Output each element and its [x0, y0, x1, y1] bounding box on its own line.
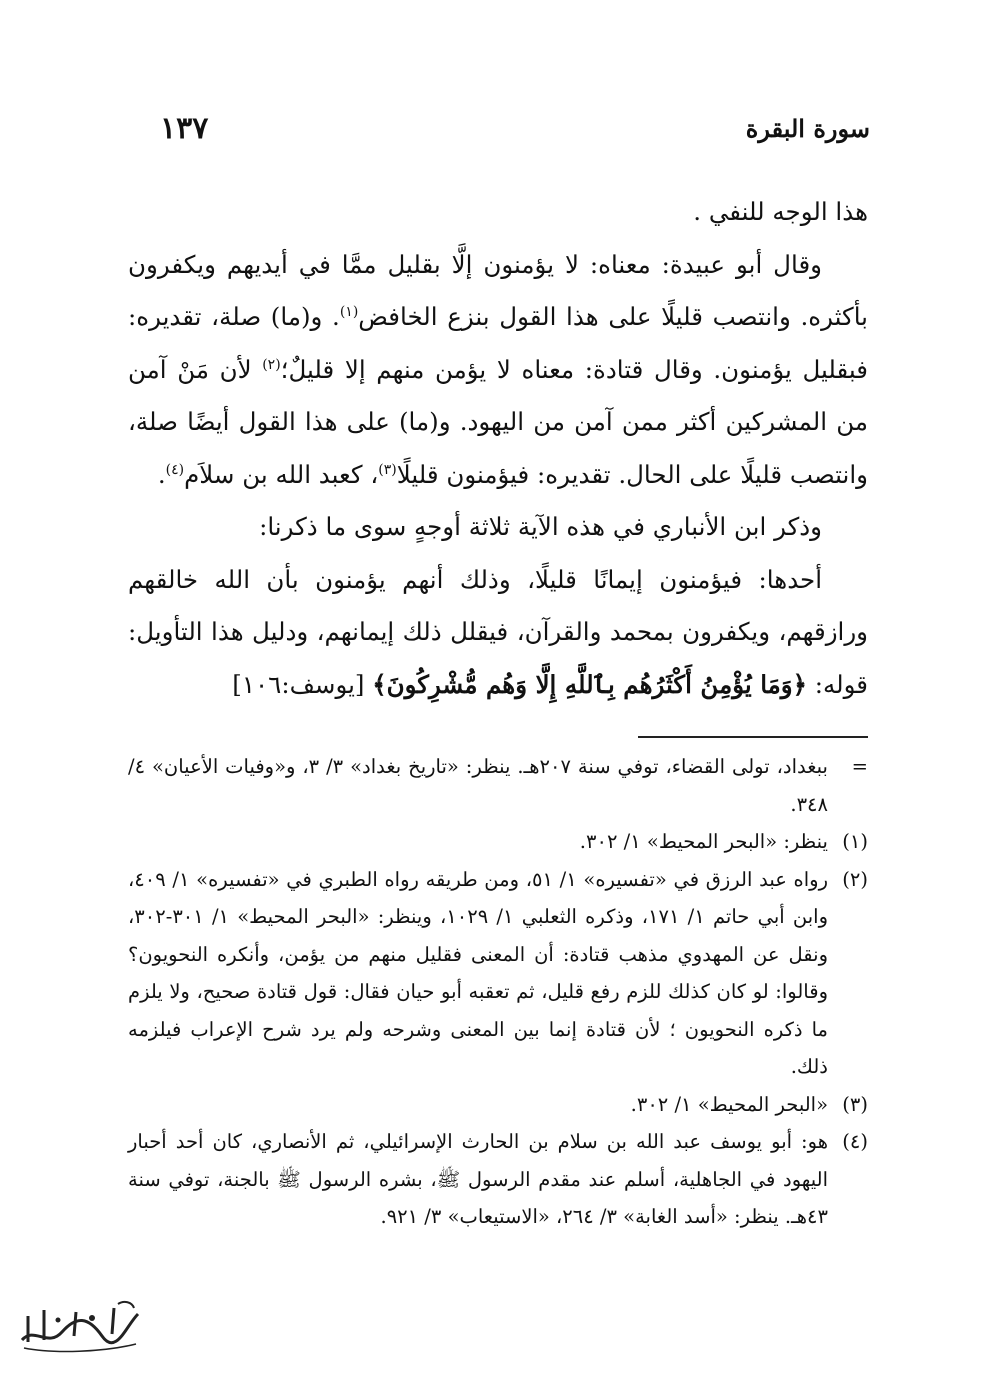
calligraphy-stamp-logo — [14, 1296, 144, 1356]
footnote-1 — [128, 823, 868, 861]
footnotes — [128, 748, 868, 1236]
footnote-ref-4: (٤) — [165, 461, 185, 478]
footnote-mark: (١) — [842, 830, 868, 853]
main-text — [128, 186, 868, 711]
paragraph-4 — [128, 554, 868, 712]
footnote-text: «البحر المحيط» ١/ ٣٠٢. — [630, 1092, 828, 1116]
paragraph-2-part-a: وقال أبو عبيدة: معناه: لا يؤمنون إلَّا بقليل ممَّا في أيديهم ويكفرون بأكثره. وانتصب قليلًا على هذا القول بنزع الخافض — [128, 249, 868, 331]
footnote-ref-3: (٣) — [378, 461, 397, 478]
footnote-2 — [128, 861, 868, 1086]
footnote-ref-2: (٢) — [262, 356, 281, 373]
footnote-3 — [128, 1086, 868, 1124]
page-number: ١٣٧ — [160, 110, 209, 146]
quran-verse: ﴿وَمَا يُؤْمِنُ أَكْثَرُهُم بِٱللَّهِ إِلَّا وَهُم مُّشْرِكُونَ﴾ — [372, 669, 807, 699]
paragraph-1-text: هذا الوجه للنفي . — [693, 197, 868, 226]
paragraph-2-part-d: ، كعبد الله بن سلاَم — [184, 459, 379, 489]
paragraph-4-text: أحدها: فيؤمنون إيمانًا قليلًا، وذلك أنهم يؤمنون بأن الله خالقهم ورازقهم، ويكفرون بمحمد والقرآن، فيقلل ذلك إيمانهم، ودليل هذا التأويل: قوله: — [128, 564, 868, 699]
surah-title: سورة البقرة — [745, 113, 870, 143]
footnote-text: رواه عبد الرزق في «تفسيره» ١/ ٥١، ومن طريقه رواه الطبري في «تفسيره» ١/ ٤٠٩، وابن أبي حاتم ١/ ١٧١، وذكره الثعلبي ١/ ١٠٢٩، وينظر: «البحر المحيط» ١/ ٣٠١-٣٠٢، ونقل عن المهدوي مذهب قتادة: أن المعنى فقليل منهم من يؤمن، وأنكره النحويون؟ وقالوا: لو كان كذلك للزم رفع قليل، ثم تعقبه أبو حيان فقال: قول قتادة صحيح، ولا يلزم ما ذكره النحويون ؛ لأن قتادة إنما بين المعنى وشرحه ولم يرد شرح الإعراب فيلزمه ذلك. — [128, 867, 828, 1078]
footnote-continued — [128, 748, 868, 823]
paragraph-3-text: وذكر ابن الأنباري في هذه الآية ثلاثة أوجهٍ سوى ما ذكرنا: — [259, 512, 822, 541]
paragraph-1 — [128, 186, 868, 239]
footnote-ref-1: (١) — [339, 303, 359, 320]
footnote-text: هو: أبو يوسف عبد الله بن سلام بن الحارث الإسرائيلي، ثم الأنصاري، كان أحد أحبار اليهود في الجاهلية، أسلم عند مقدم الرسول ﷺ، بشره الرسول ﷺ بالجنة، توفي سنة ٤٣هـ. ينظر: «أسد الغابة» ٣/ ٢٦٤، «الاستيعاب» ٣/ ٩٢١. — [128, 1130, 828, 1228]
paragraph-3 — [128, 501, 868, 554]
paragraph-2-part-c: لأن مَنْ آمن من المشركين أكثر ممن آمن من اليهود. و(ما) على هذا القول أيضًا صلة، وانتصب قليلًا على الحال. تقديره: فيؤمنون قليلًا — [128, 354, 868, 489]
paragraph-2-part-b: . و(ما) صلة، تقديره: فبقليل يؤمنون. وقال قتادة: معناه لا يؤمن منهم إلا قليلٌ؛ — [128, 302, 868, 384]
footnote-mark: (٣) — [842, 1092, 868, 1116]
footnote-text: ينظر: «البحر المحيط» ١/ ٣٠٢. — [579, 830, 828, 853]
footnote-mark: (٢) — [842, 867, 868, 891]
verse-reference: [يوسف:١٠٦] — [232, 669, 373, 699]
page-header — [160, 108, 870, 148]
footnote-mark: (٤) — [842, 1130, 868, 1153]
footnote-mark: = — [851, 755, 868, 778]
footnote-text: ببغداد، تولى القضاء، توفي سنة ٢٠٧هـ. ينظر: «تاريخ بغداد» ٣/ ٣، و«وفيات الأعيان» ٤/ ٣٤٨. — [128, 755, 828, 816]
paragraph-2-part-e: . — [157, 459, 166, 489]
paragraph-2 — [128, 239, 868, 502]
footnote-4 — [128, 1123, 868, 1236]
footnote-separator — [638, 736, 868, 738]
